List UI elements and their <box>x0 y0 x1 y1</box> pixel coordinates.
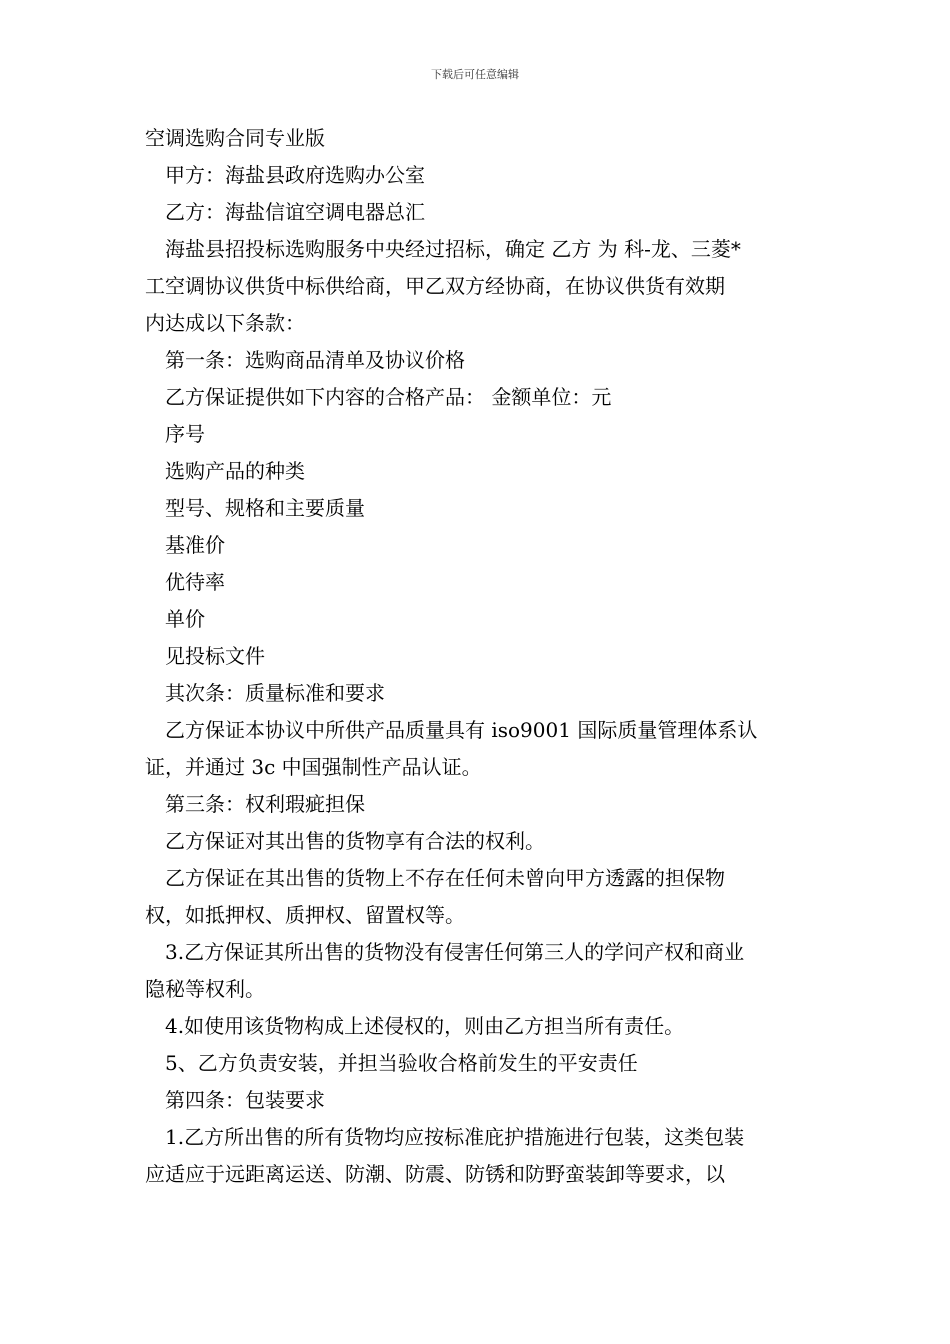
column-unit-price: 单价 <box>165 607 205 631</box>
intro-line-3: 内达成以下条款： <box>145 311 305 335</box>
article-4-item-1-line-1: 1.乙方所出售的所有货物均应按标准庇护措施进行包装，这类包装 <box>165 1125 745 1149</box>
article-3-item-2-line-2: 权，如抵押权、质押权、留置权等。 <box>145 903 465 927</box>
party-a: 甲方：海盐县政府选购办公室 <box>165 163 425 187</box>
article-3-item-3-line-2: 隐秘等权利。 <box>145 977 265 1001</box>
article-3-item-3-line-1: 3.乙方保证其所出售的货物没有侵害任何第三人的学问产权和商业 <box>165 940 745 964</box>
document-body <box>145 120 809 1193</box>
article-3-item-1: 乙方保证对其出售的货物享有合法的权利。 <box>165 829 545 853</box>
see-bid-document: 见投标文件 <box>165 644 265 668</box>
article-4-title: 第四条：包装要求 <box>165 1088 325 1112</box>
article-3-item-2-line-1: 乙方保证在其出售的货物上不存在任何未曾向甲方透露的担保物 <box>165 866 725 890</box>
article-3-item-4: 4.如使用该货物构成上述侵权的，则由乙方担当所有责任。 <box>165 1014 685 1038</box>
article-2-line-2: 证，并通过 3c 中国强制性产品认证。 <box>145 755 482 779</box>
article-2-line-1: 乙方保证本协议中所供产品质量具有 iso9001 国际质量管理体系认 <box>165 718 758 742</box>
column-base-price: 基准价 <box>165 533 225 557</box>
article-1-title: 第一条：选购商品清单及协议价格 <box>165 348 465 372</box>
column-discount-rate: 优待率 <box>165 570 225 594</box>
column-serial-number: 序号 <box>165 422 205 446</box>
intro-line-1: 海盐县招投标选购服务中央经过招标，确定 乙方 为 科-龙、三菱* <box>165 237 741 261</box>
article-3-item-5: 5、乙方负责安装，并担当验收合格前发生的平安责任 <box>165 1051 638 1075</box>
article-3-title: 第三条：权利瑕疵担保 <box>165 792 365 816</box>
intro-line-2: 工空调协议供货中标供给商，甲乙双方经协商，在协议供货有效期 <box>145 274 725 298</box>
article-4-item-1-line-2: 应适应于远距离运送、防潮、防震、防锈和防野蛮装卸等要求，以 <box>145 1162 725 1186</box>
column-product-type: 选购产品的种类 <box>165 459 305 483</box>
article-2-title: 其次条：质量标准和要求 <box>165 681 385 705</box>
party-b: 乙方：海盐信谊空调电器总汇 <box>165 200 425 224</box>
header-note: 下载后可任意编辑 <box>431 68 519 81</box>
column-model-spec: 型号、规格和主要质量 <box>165 496 365 520</box>
article-1-text: 乙方保证提供如下内容的合格产品： 金额单位：元 <box>165 385 612 409</box>
document-title: 空调选购合同专业版 <box>145 126 325 150</box>
